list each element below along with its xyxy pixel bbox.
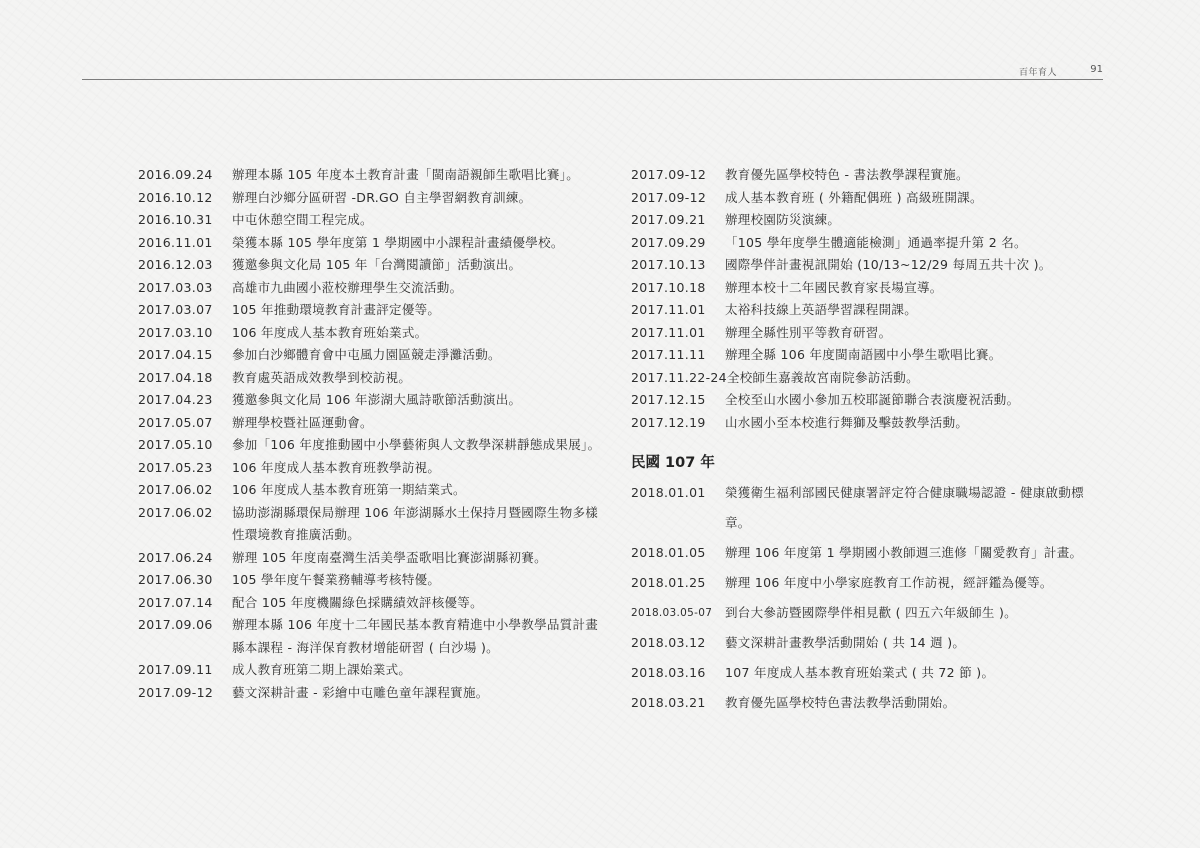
timeline-entry: [631, 232, 1101, 255]
timeline-entry: [631, 538, 1101, 568]
entry-text: 106 年度成人基本教育班始業式。: [232, 324, 428, 340]
entry-date: 2017.09-12: [138, 684, 214, 700]
entry-date: 2017.05.23: [138, 459, 213, 475]
entry-date: 2017.04.23: [138, 392, 213, 407]
entry-text: 藝文深耕計畫 - 彩繪中屯雕色童年課程實施。: [232, 684, 489, 700]
timeline-entry: [631, 344, 1101, 367]
entry-text: 107 年度成人基本教育班始業式 ( 共 72 節 )。: [725, 665, 995, 680]
entry-date: 2017.10.18: [631, 279, 706, 295]
timeline-entry: [138, 367, 608, 390]
running-title: 百年育人: [1018, 68, 1057, 78]
timeline-entry: [631, 164, 1101, 187]
entry-text: 配合 105 年度機關綠色採購績效評核優等。: [232, 594, 483, 610]
entry-text: 105 年推動環境教育計畫評定優等。: [232, 302, 441, 317]
entry-text: 藝文深耕計畫教學活動開始 ( 共 14 週 )。: [725, 635, 966, 650]
entry-text: 辦理本校十二年國民教育家長場宣導。: [725, 279, 943, 295]
entry-text: 教育優先區學校特色 - 書法教學課程實施。: [725, 167, 969, 182]
entry-text: 106 年度成人基本教育班教學訪視。: [232, 459, 441, 475]
entry-date: 2017.11.22-24: [631, 369, 727, 385]
entry-text: 全校至山水國小參加五校耶誕節聯合表演慶祝活動。: [725, 392, 1020, 407]
timeline-entry: [138, 412, 608, 435]
timeline-entry: [631, 688, 1101, 718]
entry-text: 成人教育班第二期上課始業式。: [232, 662, 412, 677]
entry-text: 獲邀參與文化局 106 年澎湖大風詩歌節活動演出。: [232, 392, 522, 407]
entry-date: 2017.06.30: [138, 572, 213, 587]
entry-date: 2018.03.12: [631, 635, 706, 650]
year-heading: 民國 107 年: [631, 455, 715, 471]
timeline-entry: [631, 209, 1101, 232]
timeline-entry: [138, 434, 608, 457]
timeline-entry: [631, 322, 1101, 345]
entry-text: 獲邀參與文化局 105 年「台灣閱讀節」活動演出。: [232, 257, 522, 272]
entry-text: 太裕科技線上英語學習課程開課。: [725, 302, 918, 317]
entry-date: 2016.09.24: [138, 167, 213, 182]
timeline-entry: [631, 568, 1101, 598]
entry-date: 2017.09.29: [631, 234, 706, 250]
entry-text: 辦理全縣性別平等教育研習。: [725, 324, 892, 340]
timeline-entry: [631, 187, 1101, 210]
timeline-entry: [631, 389, 1101, 412]
timeline-entry: [138, 569, 608, 592]
entry-date: 2018.01.25: [631, 575, 706, 590]
entry-date: 2018.01.05: [631, 545, 706, 560]
entry-date: 2016.10.31: [138, 212, 213, 227]
entry-text: 教育處英語成效教學到校訪視。: [232, 369, 412, 385]
entry-text: 辦理白沙鄉分區研習 -DR.GO 自主學習網教育訓練。: [232, 189, 532, 205]
entry-text: 參加「106 年度推動國中小學藝術與人文教學深耕靜態成果展」。: [232, 437, 601, 452]
entry-date: 2017.05.10: [138, 437, 213, 452]
timeline-entry: [138, 344, 608, 367]
timeline-entry: [138, 479, 608, 502]
timeline-entry: [138, 659, 608, 682]
timeline-entry: [138, 389, 608, 412]
entry-text: 中屯休憩空間工程完成。: [232, 212, 373, 227]
entry-text: 國際學伴計畫視訊開始 (10/13~12/29 每周五共十次 )。: [725, 257, 1052, 272]
entry-text: 106 年度成人基本教育班第一期結業式。: [232, 482, 466, 497]
timeline-entry: [631, 628, 1101, 658]
timeline-entry: [138, 254, 608, 277]
entry-text: 成人基本教育班 ( 外籍配偶班 ) 高級班開課。: [725, 189, 983, 205]
entry-date: 2017.09.11: [138, 662, 213, 677]
timeline-entry: [631, 254, 1101, 277]
entry-text: 高雄市九曲國小蒞校辦理學生交流活動。: [232, 279, 463, 295]
timeline-entry: [138, 682, 608, 705]
timeline-entry: [138, 187, 608, 210]
header-rule: [82, 79, 1103, 80]
timeline-entry: [138, 502, 608, 547]
timeline-entry: [631, 412, 1101, 435]
entry-date: 2017.11.01: [631, 324, 706, 340]
right-column: [631, 164, 1101, 718]
entry-date: 2017.03.03: [138, 279, 213, 295]
entry-date: 2017.04.18: [138, 369, 213, 385]
entry-date: 2017.09-12: [631, 189, 707, 205]
entry-date: 2018.01.01: [631, 485, 706, 500]
entry-date: 2017.09.06: [138, 617, 213, 632]
entry-text: 辦理本縣 105 年度本土教育計畫「閩南語親師生歌唱比賽」。: [232, 167, 580, 182]
timeline-entry: [138, 164, 608, 187]
timeline-entry: [631, 367, 1101, 390]
entry-date: 2017.11.01: [631, 302, 706, 317]
entry-date: 2016.12.03: [138, 257, 213, 272]
entry-date: 2018.03.16: [631, 665, 706, 680]
timeline-entry: [138, 614, 608, 659]
entry-date: 2017.09.21: [631, 212, 706, 227]
left-column: [138, 164, 608, 704]
entry-date: 2017.06.24: [138, 549, 213, 565]
timeline-entry: [138, 457, 608, 480]
entry-text: 榮獲本縣 105 學年度第 1 學期國中小課程計畫績優學校。: [232, 234, 564, 250]
entry-date: 2018.03.05-07: [631, 607, 713, 619]
entry-text: 辦理 105 年度南臺灣生活美學盃歌唱比賽澎湖縣初賽。: [232, 549, 547, 565]
entry-text: 辦理 106 年度中小學家庭教育工作訪視，經評鑑為優等。: [725, 575, 1053, 590]
entry-text: 「105 學年度學生體適能檢測」通過率提升第 2 名。: [725, 234, 1027, 250]
entry-date: 2017.03.07: [138, 302, 213, 317]
entry-text: 105 學年度午餐業務輔導考核特優。: [232, 572, 441, 587]
entry-text: 參加白沙鄉體育會中屯風力園區競走淨灘活動。: [232, 347, 501, 362]
entry-text: 教育優先區學校特色書法教學活動開始。: [725, 695, 956, 710]
entry-date: 2017.11.11: [631, 347, 706, 362]
entry-date: 2017.09-12: [631, 167, 707, 182]
entry-text: 辦理本縣 106 年度十二年國民基本教育精進中小學教學品質計畫縣本課程 - 海洋保育教材增能研習 ( 白沙場 )。: [232, 617, 599, 655]
timeline-entry: [631, 658, 1101, 688]
entry-date: 2017.04.15: [138, 347, 213, 362]
timeline-entry: [138, 592, 608, 615]
entry-text: 辦理學校暨社區運動會。: [232, 414, 373, 430]
entry-date: 2016.11.01: [138, 234, 213, 250]
entry-date: 2017.06.02: [138, 482, 213, 497]
entry-date: 2017.06.02: [138, 504, 213, 520]
entry-text: 全校師生嘉義故宮南院參訪活動。: [726, 369, 919, 385]
entry-text: 榮獲衛生福利部國民健康署評定符合健康職場認證 - 健康啟動標章。: [725, 485, 1084, 530]
timeline-entry: [631, 299, 1101, 322]
entry-date: 2017.03.10: [138, 324, 213, 340]
timeline-entry: [631, 478, 1101, 538]
timeline-entry: [138, 209, 608, 232]
timeline-entry: [138, 322, 608, 345]
entry-date: 2017.12.19: [631, 414, 706, 430]
timeline-entry: [631, 598, 1101, 628]
entry-text: 辦理 106 年度第 1 學期國小教師週三進修「關愛教育」計畫。: [725, 545, 1083, 560]
entry-text: 山水國小至本校進行舞獅及擊鼓教學活動。: [725, 414, 969, 430]
entry-date: 2017.05.07: [138, 414, 213, 430]
entry-date: 2017.07.14: [138, 594, 213, 610]
entry-date: 2018.03.21: [631, 695, 706, 710]
timeline-entry: [138, 547, 608, 570]
entry-text: 到台大參訪暨國際學伴相見歡 ( 四五六年級師生 )。: [725, 605, 1017, 620]
entry-text: 協助澎湖縣環保局辦理 106 年澎湖縣水土保持月暨國際生物多樣性環境教育推廣活動。: [232, 504, 599, 542]
entry-text: 辦理全縣 106 年度閩南語國中小學生歌唱比賽。: [725, 347, 1002, 362]
entry-text: 辦理校園防災演練。: [725, 212, 841, 227]
timeline-entry: [631, 277, 1101, 300]
timeline-entry: [138, 232, 608, 255]
timeline-entry: [138, 299, 608, 322]
timeline-entry: [138, 277, 608, 300]
entry-date: 2017.12.15: [631, 392, 706, 407]
page-number: 91: [1090, 64, 1103, 75]
entry-date: 2017.10.13: [631, 257, 706, 272]
entry-date: 2016.10.12: [138, 189, 213, 205]
